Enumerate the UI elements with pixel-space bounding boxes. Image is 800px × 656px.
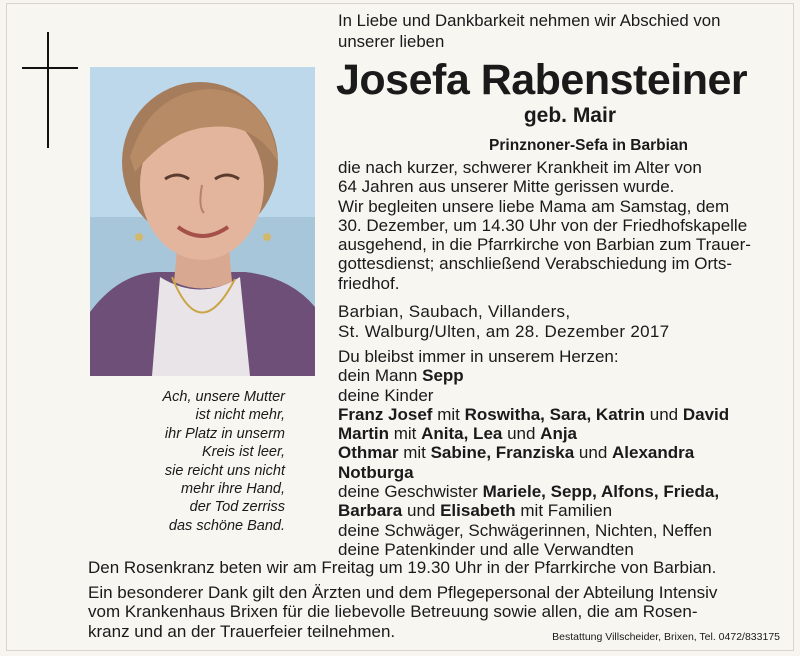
connector: mit — [398, 443, 431, 463]
husband-line — [338, 366, 778, 385]
intro-line: unserer lieben — [338, 32, 445, 51]
children-label: deine Kinder — [338, 385, 434, 405]
cross-icon-bar — [22, 67, 78, 69]
siblings-line — [338, 501, 778, 520]
deceased-name: Josefa Rabensteiner — [336, 56, 748, 104]
in-laws-line: deine Schwäger, Schwägerinnen, Nichten, Neffen — [338, 520, 712, 540]
heart-line: Du bleibst immer in unserem Herzen: — [338, 347, 619, 366]
child-line — [338, 443, 778, 462]
siblings-line — [338, 482, 778, 501]
connector: und — [502, 424, 541, 444]
connector: mit — [432, 404, 465, 424]
body-line: 30. Dezember, um 14.30 Uhr von der Friedhofskapelle — [338, 215, 748, 235]
grandchild-name: Notburga — [338, 462, 414, 482]
place-line: Barbian, Saubach, Villanders, — [338, 302, 571, 321]
rosary-notice: Den Rosenkranz beten wir am Freitag um 19.30 Uhr in der Pfarrkirche von Barbian. — [88, 558, 717, 577]
body-line: friedhof. — [338, 273, 400, 293]
child-name: Franz Josef — [338, 404, 433, 424]
grandchild-line — [338, 463, 778, 482]
body-line: Wir begleiten unsere liebe Mama am Samstag, dem — [338, 196, 730, 216]
connector: und — [574, 443, 613, 463]
child-name: Othmar — [338, 443, 399, 463]
funeral-home-credit: Bestattung Villscheider, Brixen, Tel. 0472/833175 — [552, 631, 780, 643]
intro-line: In Liebe und Dankbarkeit nehmen wir Abschied von — [338, 11, 721, 30]
poem-line: ist nicht mehr, — [195, 407, 285, 424]
intro-text — [338, 10, 788, 52]
grandchild-name: Anja — [540, 424, 578, 444]
connector: und — [402, 501, 441, 521]
grandchildren-names: Anita, Lea — [421, 424, 503, 444]
cross-icon — [47, 32, 49, 148]
portrait-photo — [90, 67, 315, 376]
siblings-names: Mariele, Sepp, Alfons, Frieda, — [482, 482, 720, 502]
thanks-line: Ein besonderer Dank gilt den Ärzten und dem Pflegepersonal der Abteilung Intensiv — [88, 583, 718, 602]
siblings-prefix: deine Geschwister — [338, 482, 483, 502]
husband-name: Sepp — [422, 366, 464, 386]
connector: mit — [389, 424, 422, 444]
memorial-poem — [120, 388, 285, 535]
poem-line: sie reicht uns nicht — [164, 462, 285, 479]
thanks-line: vom Krankenhaus Brixen für die liebevolle Betreuung sowie allen, die am Rosen- — [88, 602, 698, 622]
grandchildren-names: Roswitha, Sara, Katrin — [464, 404, 646, 424]
godchildren-line: deine Patenkinder und alle Verwandten — [338, 539, 634, 559]
grandchildren-names: Sabine, Franziska — [430, 443, 575, 463]
poem-line: ihr Platz in unserm — [164, 425, 285, 442]
poem-line: mehr ihre Hand, — [181, 481, 285, 498]
child-line — [338, 424, 778, 443]
announcement-text — [338, 158, 778, 293]
grandchild-name: Alexandra — [612, 443, 695, 463]
place-date — [338, 302, 778, 341]
body-line: 64 Jahren aus unserer Mitte gerissen wurde. — [338, 177, 675, 197]
place-line: St. Walburg/Ulten, am 28. Dezember 2017 — [338, 321, 670, 341]
sibling-name: Barbara — [338, 501, 403, 521]
connector: und — [645, 404, 683, 424]
family-list — [338, 347, 778, 559]
maiden-name: geb. Mair — [523, 104, 616, 127]
poem-line: Ach, unsere Mutter — [162, 389, 285, 405]
connector: mit Familien — [515, 501, 613, 521]
husband-prefix: dein Mann — [338, 366, 423, 386]
nickname: Prinznoner-Sefa in Barbian — [489, 137, 688, 154]
poem-line: das schöne Band. — [168, 517, 285, 534]
body-line: ausgehend, in die Pfarrkirche von Barbian zum Trauer- — [338, 235, 751, 255]
thanks-line: kranz und an der Trauerfeier teilnehmen. — [88, 621, 396, 641]
body-line: gottesdienst; anschließend Verabschiedung im Orts- — [338, 254, 733, 274]
grandchild-name: David — [682, 404, 730, 424]
poem-line: der Tod zerriss — [189, 499, 285, 516]
child-name: Martin — [338, 424, 389, 444]
sibling-name: Elisabeth — [440, 501, 516, 521]
poem-line: Kreis ist leer, — [202, 444, 285, 461]
child-line — [338, 405, 778, 424]
body-line: die nach kurzer, schwerer Krankheit im Alter von — [338, 158, 702, 177]
